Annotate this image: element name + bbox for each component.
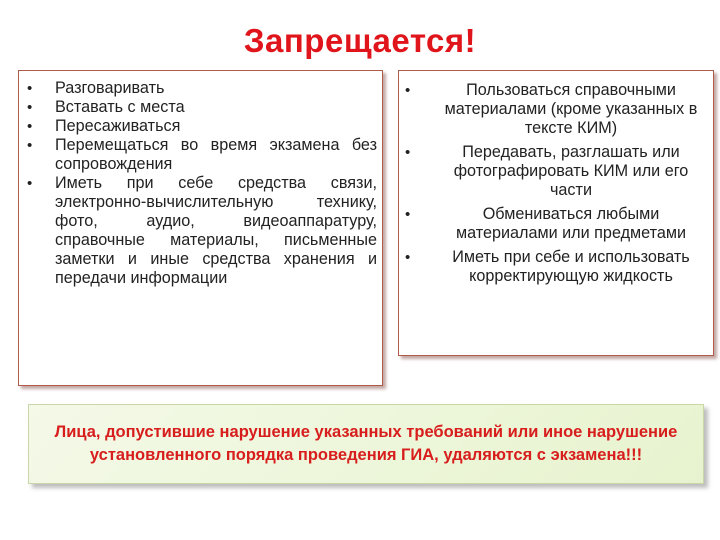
list-item (399, 248, 707, 286)
list-item (399, 81, 707, 138)
bullet-icon: • (27, 175, 33, 192)
list-item (19, 117, 377, 136)
list-item (19, 174, 377, 288)
rule-text: Обмениваться любыми материалами или предметами (455, 205, 687, 242)
rule-text: Пересаживаться (55, 117, 181, 135)
bullet-icon: • (27, 99, 33, 116)
list-item (19, 98, 377, 117)
rule-text: Перемещаться во время экзамена без сопровождения (55, 136, 377, 173)
rule-text: Вставать с места (55, 98, 185, 116)
rule-text: Передавать, разглашать или фотографировать КИМ или его части (453, 143, 689, 199)
bullet-icon: • (405, 206, 411, 223)
bullet-icon: • (405, 249, 411, 266)
left-rules-list (19, 79, 377, 288)
right-rules-list (399, 81, 707, 291)
bullet-icon: • (405, 144, 411, 161)
rule-text: Иметь при себе и использовать корректирующую жидкость (452, 248, 690, 285)
list-item (19, 79, 377, 98)
warning-notice (28, 404, 704, 484)
notice-text: Лица, допустившие нарушение указанных требований или иное нарушение установленного порядка проведения ГИА, удаляются с экзамена!!! (54, 423, 678, 464)
bullet-icon: • (27, 118, 33, 135)
page-title: Запрещается! (243, 22, 477, 59)
rule-text: Пользоваться справочными материалами (кроме указанных в тексте КИМ) (444, 81, 698, 137)
list-item (399, 205, 707, 243)
list-item (19, 136, 377, 174)
right-rules-panel (398, 70, 714, 356)
bullet-icon: • (27, 137, 33, 154)
bullet-icon: • (27, 80, 33, 97)
bullet-icon: • (405, 82, 411, 99)
left-rules-panel (18, 70, 383, 386)
rule-text: Разговаривать (55, 79, 165, 97)
list-item (399, 143, 707, 200)
rule-text: Иметь при себе средства связи, электронно-вычислительную технику, фото, аудио, видеоаппаратуру, справочные материалы, письменные заметки и иные средства хранения и передачи информации (55, 174, 377, 287)
